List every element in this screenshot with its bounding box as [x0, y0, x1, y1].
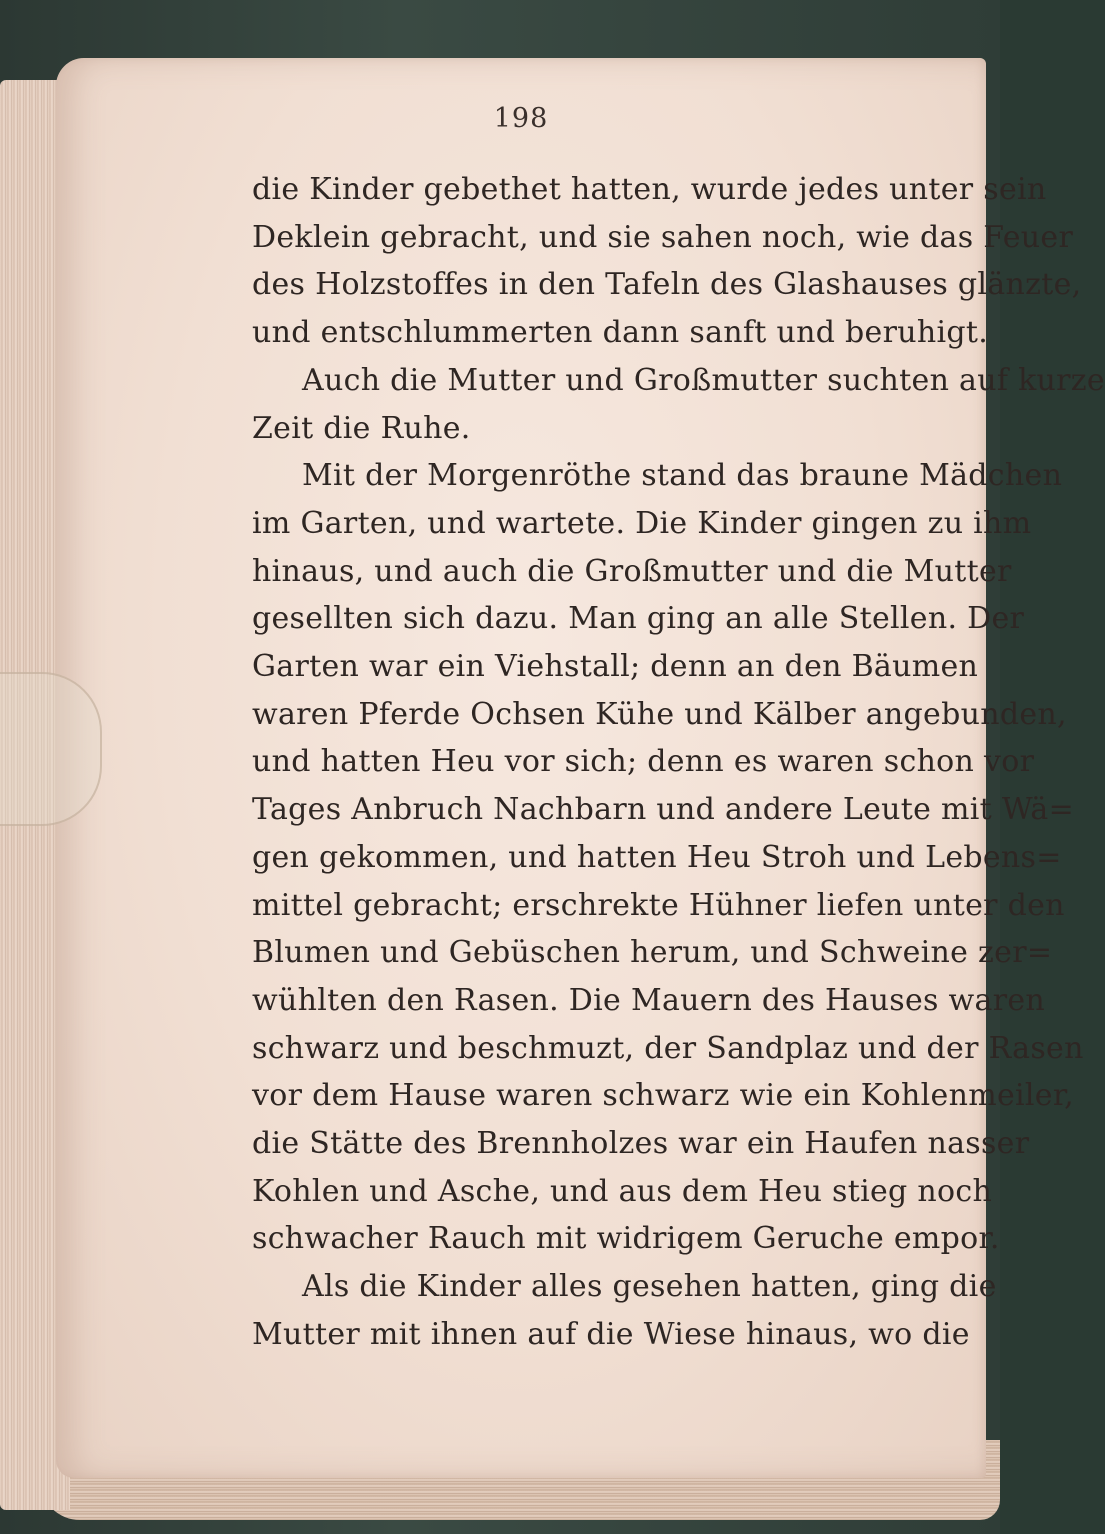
text-line: Zeit die Ruhe. — [252, 410, 471, 446]
text-line: Mit der Morgenröthe stand das braune Mädchen — [302, 458, 1063, 494]
text-line: des Holzstoffes in den Tafeln des Glashauses glänzte, — [252, 267, 1082, 303]
text-line: hinaus, und auch die Großmutter und die Mutter — [252, 553, 1012, 589]
text-line: Garten war ein Viehstall; denn an den Bäumen — [252, 649, 979, 685]
text-line: schwarz und beschmuzt, der Sandplaz und der Rasen — [252, 1030, 1084, 1066]
text-line: Tages Anbruch Nachbarn und andere Leute mit Wä= — [252, 792, 1075, 828]
text-line: und entschlummerten dann sanft und beruhigt. — [252, 315, 989, 351]
bookmark-ribbon — [0, 672, 102, 826]
text-line: gesellten sich dazu. Man ging an alle Stellen. Der — [252, 601, 1025, 637]
text-line: schwacher Rauch mit widrigem Geruche empor. — [252, 1221, 1000, 1257]
text-line: im Garten, und wartete. Die Kinder gingen zu ihm — [252, 505, 1032, 541]
text-line: gen gekommen, und hatten Heu Stroh und Lebens= — [252, 839, 1062, 875]
text-line: waren Pferde Ochsen Kühe und Kälber angebunden, — [252, 696, 1067, 732]
book-page — [56, 58, 1105, 1478]
text-line: vor dem Hause waren schwarz wie ein Kohlenmeiler, — [252, 1078, 1075, 1114]
text-line: Als die Kinder alles gesehen hatten, ging die — [302, 1269, 997, 1305]
text-line: und hatten Heu vor sich; denn es waren schon vor — [252, 744, 1035, 780]
text-line: Mutter mit ihnen auf die Wiese hinaus, wo die — [252, 1316, 970, 1352]
body-text — [252, 166, 1105, 1359]
text-line: Deklein gebracht, und sie sahen noch, wie das Feuer — [252, 219, 1074, 255]
text-line: Auch die Mutter und Großmutter suchten auf kurze — [302, 362, 1105, 398]
text-line: wühlten den Rasen. Die Mauern des Hauses waren — [252, 982, 1046, 1018]
text-line: mittel gebracht; erschrekte Hühner liefen unter den — [252, 887, 1065, 923]
text-line: Kohlen und Asche, und aus dem Heu stieg noch — [252, 1173, 993, 1209]
text-line: die Kinder gebethet hatten, wurde jedes unter sein — [252, 172, 1047, 207]
page-number: 198 — [493, 103, 549, 134]
text-line: die Stätte des Brennholzes war ein Haufen nasser — [252, 1126, 1030, 1162]
text-line: Blumen und Gebüschen herum, und Schweine zer= — [252, 935, 1053, 971]
